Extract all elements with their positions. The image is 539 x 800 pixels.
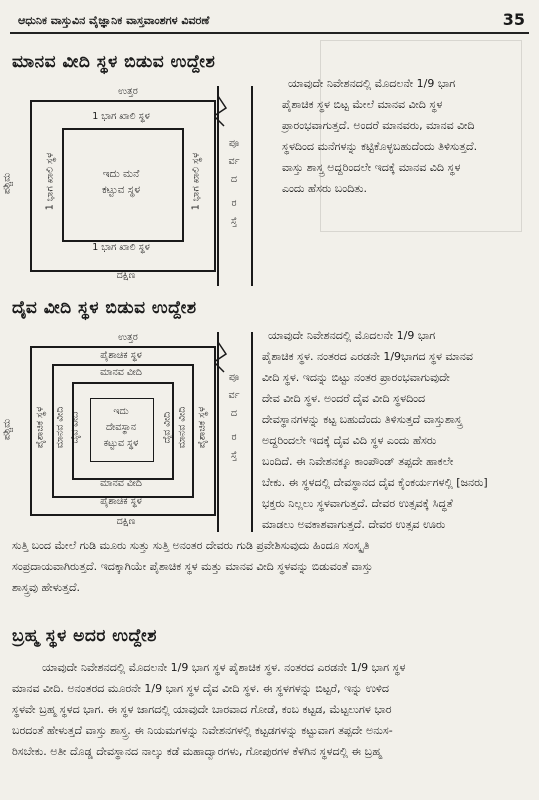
label-east-4: ರ	[231, 432, 237, 443]
text-line: ದೇವ ವೀದಿ ಸ್ಥಳ. ಅಂದರೆ ದೈವ ವೀದಿ ಸ್ಥಳದಿಂದ	[262, 392, 426, 405]
label-east-1: ಪೂ	[228, 372, 240, 383]
text-line: ಅದ್ದರಿಂದಲೇ ಇದಕ್ಕೆ ದೈವ ವಿದಿ ಸ್ಥಳ ಎಂದು ಹೆಸರು	[262, 434, 437, 447]
section-heading-brahma-sthala: ಬ್ರಹ್ಮ ಸ್ಥಳ ಅದರ ಉದ್ದೇಶ	[12, 626, 157, 646]
label-outer-right: ಪೈಶಾಚಿಕ ಸ್ಥಳ	[196, 406, 208, 449]
text-line: ಪ್ರಾರಂಭವಾಗುತ್ತದೆ. ಅಂದರೆ ಮಾನವರು, ಮಾನವ ವೀದಿ	[282, 119, 475, 132]
label-mid-right: ಮಾನವ ವೀದಿ	[176, 406, 188, 449]
text-line: ಸುತ್ತಿ ಬಂದ ಮೇಲೆ ಗುಡಿ ಮೂರು ಸುತ್ತು ಸುತ್ತಿ ಅನಂತರ ದೇವರು ಗುಡಿ ಪ್ರವೇಶಿಸುವುದು ಹಿಂದೂ ಸಂಸ್ಕೃತಿ	[12, 539, 370, 552]
text-line: ಭಕ್ತರು ನಿಲ್ಲಲು ಸ್ಥಳವಾಗುತ್ತದೆ. ದೇವರ ಉತ್ಸವಕ್ಕೆ ಸಿದ್ಧತೆ	[262, 497, 453, 510]
label-right-strip: 1 ಭಾಗ ಖಾಲಿ ಸ್ಥಳ	[190, 152, 202, 211]
label-south: ದಕ್ಷಿಣ	[116, 516, 136, 527]
text-line: ಬಂದಿದೆ. ಈ ನಿವೇಶನಕ್ಕೂ ಕಾಂಪೌಂಡ್ ತಪ್ಪದೇ ಹಾಕಲೇ	[262, 455, 454, 468]
text-line: ರಿಸಬೇಕು. ಅತೀ ದೊಡ್ಡ ದೇವಸ್ಥಾನದ ನಾಲ್ಕು ಕಡೆ ಮಹಾದ್ವಾರಗಳು, ಗೋಪುರಗಳ ಕೆಳಗಿನ ಸ್ಥಳದಲ್ಲಿ ಈ ಬ್ರಹ್ಮ	[12, 745, 382, 758]
label-east-3: ದ	[230, 174, 238, 185]
section-heading-daiva-vidi: ದೈವ ವೀದಿ ಸ್ಥಳ ಬಿಡುವ ಉದ್ದೇಶ	[12, 298, 197, 318]
label-center-line1: ಇದು	[113, 406, 129, 417]
header-rule	[10, 32, 529, 34]
label-center-line2: ದೇವಸ್ಥಾನ	[106, 422, 136, 433]
road-break-mark	[214, 342, 226, 372]
label-mid-left: ಮಾನವ ವೀದಿ	[54, 406, 66, 449]
text-line: ಬೇಕು. ಈ ಸ್ಥಳದಲ್ಲಿ ದೇವಸ್ಥಾನದ ದೈವ ಕೈಂಕರ್ಯಗಳಲ್ಲಿ [ಜನರು]	[262, 476, 488, 489]
label-mid-top: ಮಾನವ ವೀದಿ	[100, 367, 142, 378]
label-center-line2: ಕಟ್ಟುವ ಸ್ಥಳ	[101, 184, 141, 196]
label-inner-right: ದೈವ ವೀದಿ	[161, 411, 173, 444]
text-line: ಸ್ಥಳದಿಂದ ಮನೆಗಳನ್ನು ಕಟ್ಟಿಕೊಳ್ಳಬಹುದೆಂದು ತಿಳಿಸುತ್ತದೆ.	[282, 140, 478, 153]
label-east-2: ರ್ವ	[228, 390, 240, 401]
daiva-vidi-diagram	[1, 332, 258, 532]
text-line: ಯಾವುದೇ ನಿವೇಶನದಲ್ಲಿ ಮೊದಲನೇ 1/9 ಭಾಗ ಸ್ಥಳ ಪೈಶಾಚಿಕ ಸ್ಥಳ. ನಂತರದ ಎರಡನೇ 1/9 ಭಾಗ ಸ್ಥಳ	[42, 661, 406, 674]
text-line: ಸ್ಥಳವೇ ಬ್ರಹ್ಮ ಸ್ಥಳದ ಭಾಗ. ಈ ಸ್ಥಳ ಜಾಗದಲ್ಲಿ ಯಾವುದೇ ಬಾರವಾದ ಗೋಡೆ, ಕಂಬ ಕಟ್ಟಡ, ಮೆಟ್ಟಲುಗಳ ಭಾರ	[12, 703, 392, 716]
label-east-2: ರ್ವ	[228, 156, 240, 167]
label-outer-left: ಪೈಶಾಚಿಕ ಸ್ಥಳ	[34, 406, 46, 449]
text-line: ಎಂದು ಹೆಸರು ಬಂದಿತು.	[282, 182, 368, 195]
label-east-4: ರ	[231, 198, 237, 209]
running-title: ಆಧುನಿಕ ವಾಸ್ತುವಿನ ವೈಜ್ಞಾನಿಕ ವಾಸ್ತವಾಂಶಗಳ ವಿವರಣೆ	[18, 14, 210, 27]
text-line: ಯಾವುದೇ ನಿವೇಶನದಲ್ಲಿ ಮೊದಲನೇ 1/9 ಭಾಗ	[288, 77, 456, 90]
manava-vidi-diagram	[1, 86, 258, 286]
label-center-line3: ಕಟ್ಟುವ ಸ್ಥಳ	[103, 438, 139, 449]
label-top-strip: 1 ಭಾಗ ಖಾಲಿ ಸ್ಥಳ	[92, 111, 150, 122]
page-number: 35	[502, 10, 525, 29]
label-center-line1: ಇದು ಮನೆ	[102, 168, 140, 180]
text-line: ಪೈಶಾಚಿಕ ಸ್ಥಳ. ನಂತರದ ಎರಡನೇ 1/9ಭಾಗದ ಸ್ಥಳ ಮಾನವ	[262, 350, 473, 363]
text-line: ಮಾಡಲು ಅವಕಾಶವಾಗುತ್ತದೆ. ದೇವರ ಉತ್ಸವ ಊರು	[262, 518, 446, 531]
label-north: ಉತ್ತರ	[118, 332, 138, 343]
section-heading-manava-vidi: ಮಾನವ ವೀದಿ ಸ್ಥಳ ಬಿಡುವ ಉದ್ದೇಶ	[12, 52, 216, 72]
label-inner-left: ದೈವ ವೀದಿ	[69, 411, 81, 444]
label-bottom-strip: 1 ಭಾಗ ಖಾಲಿ ಸ್ಥಳ	[92, 242, 150, 253]
road-break-mark	[214, 96, 226, 126]
label-east-5: ಸ್ತೆ	[230, 450, 238, 461]
label-east-5: ಸ್ತೆ	[230, 216, 238, 227]
label-south: ದಕ್ಷಿಣ	[116, 270, 136, 281]
east-road-svg	[214, 86, 258, 286]
label-east-3: ದ	[230, 408, 238, 419]
text-line: ಯಾವುದೇ ನಿವೇಶನದಲ್ಲಿ ಮೊದಲನೇ 1/9 ಭಾಗ	[268, 329, 436, 342]
label-outer-bottom: ಪೈಶಾಚಿಕ ಸ್ಥಳ	[100, 496, 142, 507]
label-outer-top: ಪೈಶಾಚಿಕ ಸ್ಥಳ	[100, 350, 142, 361]
label-north: ಉತ್ತರ	[118, 86, 138, 97]
text-line: ಸಂಪ್ರದಾಯವಾಗಿರುತ್ತದೆ. ಇದಕ್ಕಾಗಿಯೇ ಪೈಶಾಚಿಕ ಸ್ಥಳ ಮತ್ತು ಮಾನವ ವೀದಿ ಸ್ಥಳವನ್ನು ಬಿಡುವಂತೆ ವಾಸ್ತು	[12, 560, 373, 573]
text-line: ದೇವಸ್ಥಾನಗಳನ್ನು ಕಟ್ಟ ಬಹುದೆಂದು ತಿಳಿಸುತ್ತದೆ ವಾಸ್ತುಶಾಸ್ತ್ರ	[262, 413, 462, 426]
label-west: ಪಶ್ಚಿಮ	[1, 418, 13, 441]
label-east-1: ಪೂ	[228, 138, 240, 149]
text-line: ಬರದಂತೆ ಹೇಳುತ್ತದೆ ವಾಸ್ತು ಶಾಸ್ತ್ರ. ಈ ನಿಯಮಗಳನ್ನು ನಿವೇಶನಗಳಲ್ಲಿ ಕಟ್ಟಡಗಳನ್ನು ಕಟ್ಟುವಾಗ ತಪ್ಪದೇ ಅನುಸ-	[12, 724, 393, 737]
text-line: ಪೈಶಾಚಿಕ ಸ್ಥಳ ಬಿಟ್ಟ ಮೇಲೆ ಮಾನವ ವೀದಿ ಸ್ಥಳ	[282, 98, 443, 111]
label-mid-bottom: ಮಾನವ ವೀದಿ	[100, 478, 142, 489]
label-west: ಪಶ್ಚಿಮ	[1, 172, 13, 195]
text-line: ವಾಸ್ತು ಶಾಸ್ತ್ರ ಅದ್ದರಿಂದಲೇ ಇದಕ್ಕೆ ಮಾನವ ವಿದಿ ಸ್ಥಳ	[282, 161, 461, 174]
text-line: ಶಾಸ್ತ್ರವು ಹೇಳುತ್ತದೆ.	[12, 581, 80, 594]
text-line: ವೀದಿ ಸ್ಥಳ. ಇದನ್ನು ಬಿಟ್ಟು ನಂತರ ಪ್ರಾರಂಭವಾಗುವುದೇ	[262, 371, 450, 384]
text-line: ಮಾನವ ವೀದಿ. ಅನಂತರದ ಮೂರನೇ 1/9 ಭಾಗ ಸ್ಥಳ ದೈವ ವೀದಿ ಸ್ಥಳ. ಈ ಸ್ಥಳಗಳನ್ನು ಬಿಟ್ಟರೆ, ಇನ್ನು ಉಳಿದ	[12, 682, 390, 695]
label-left-strip: 1 ಭಾಗ ಖಾಲಿ ಸ್ಥಳ	[44, 152, 56, 211]
